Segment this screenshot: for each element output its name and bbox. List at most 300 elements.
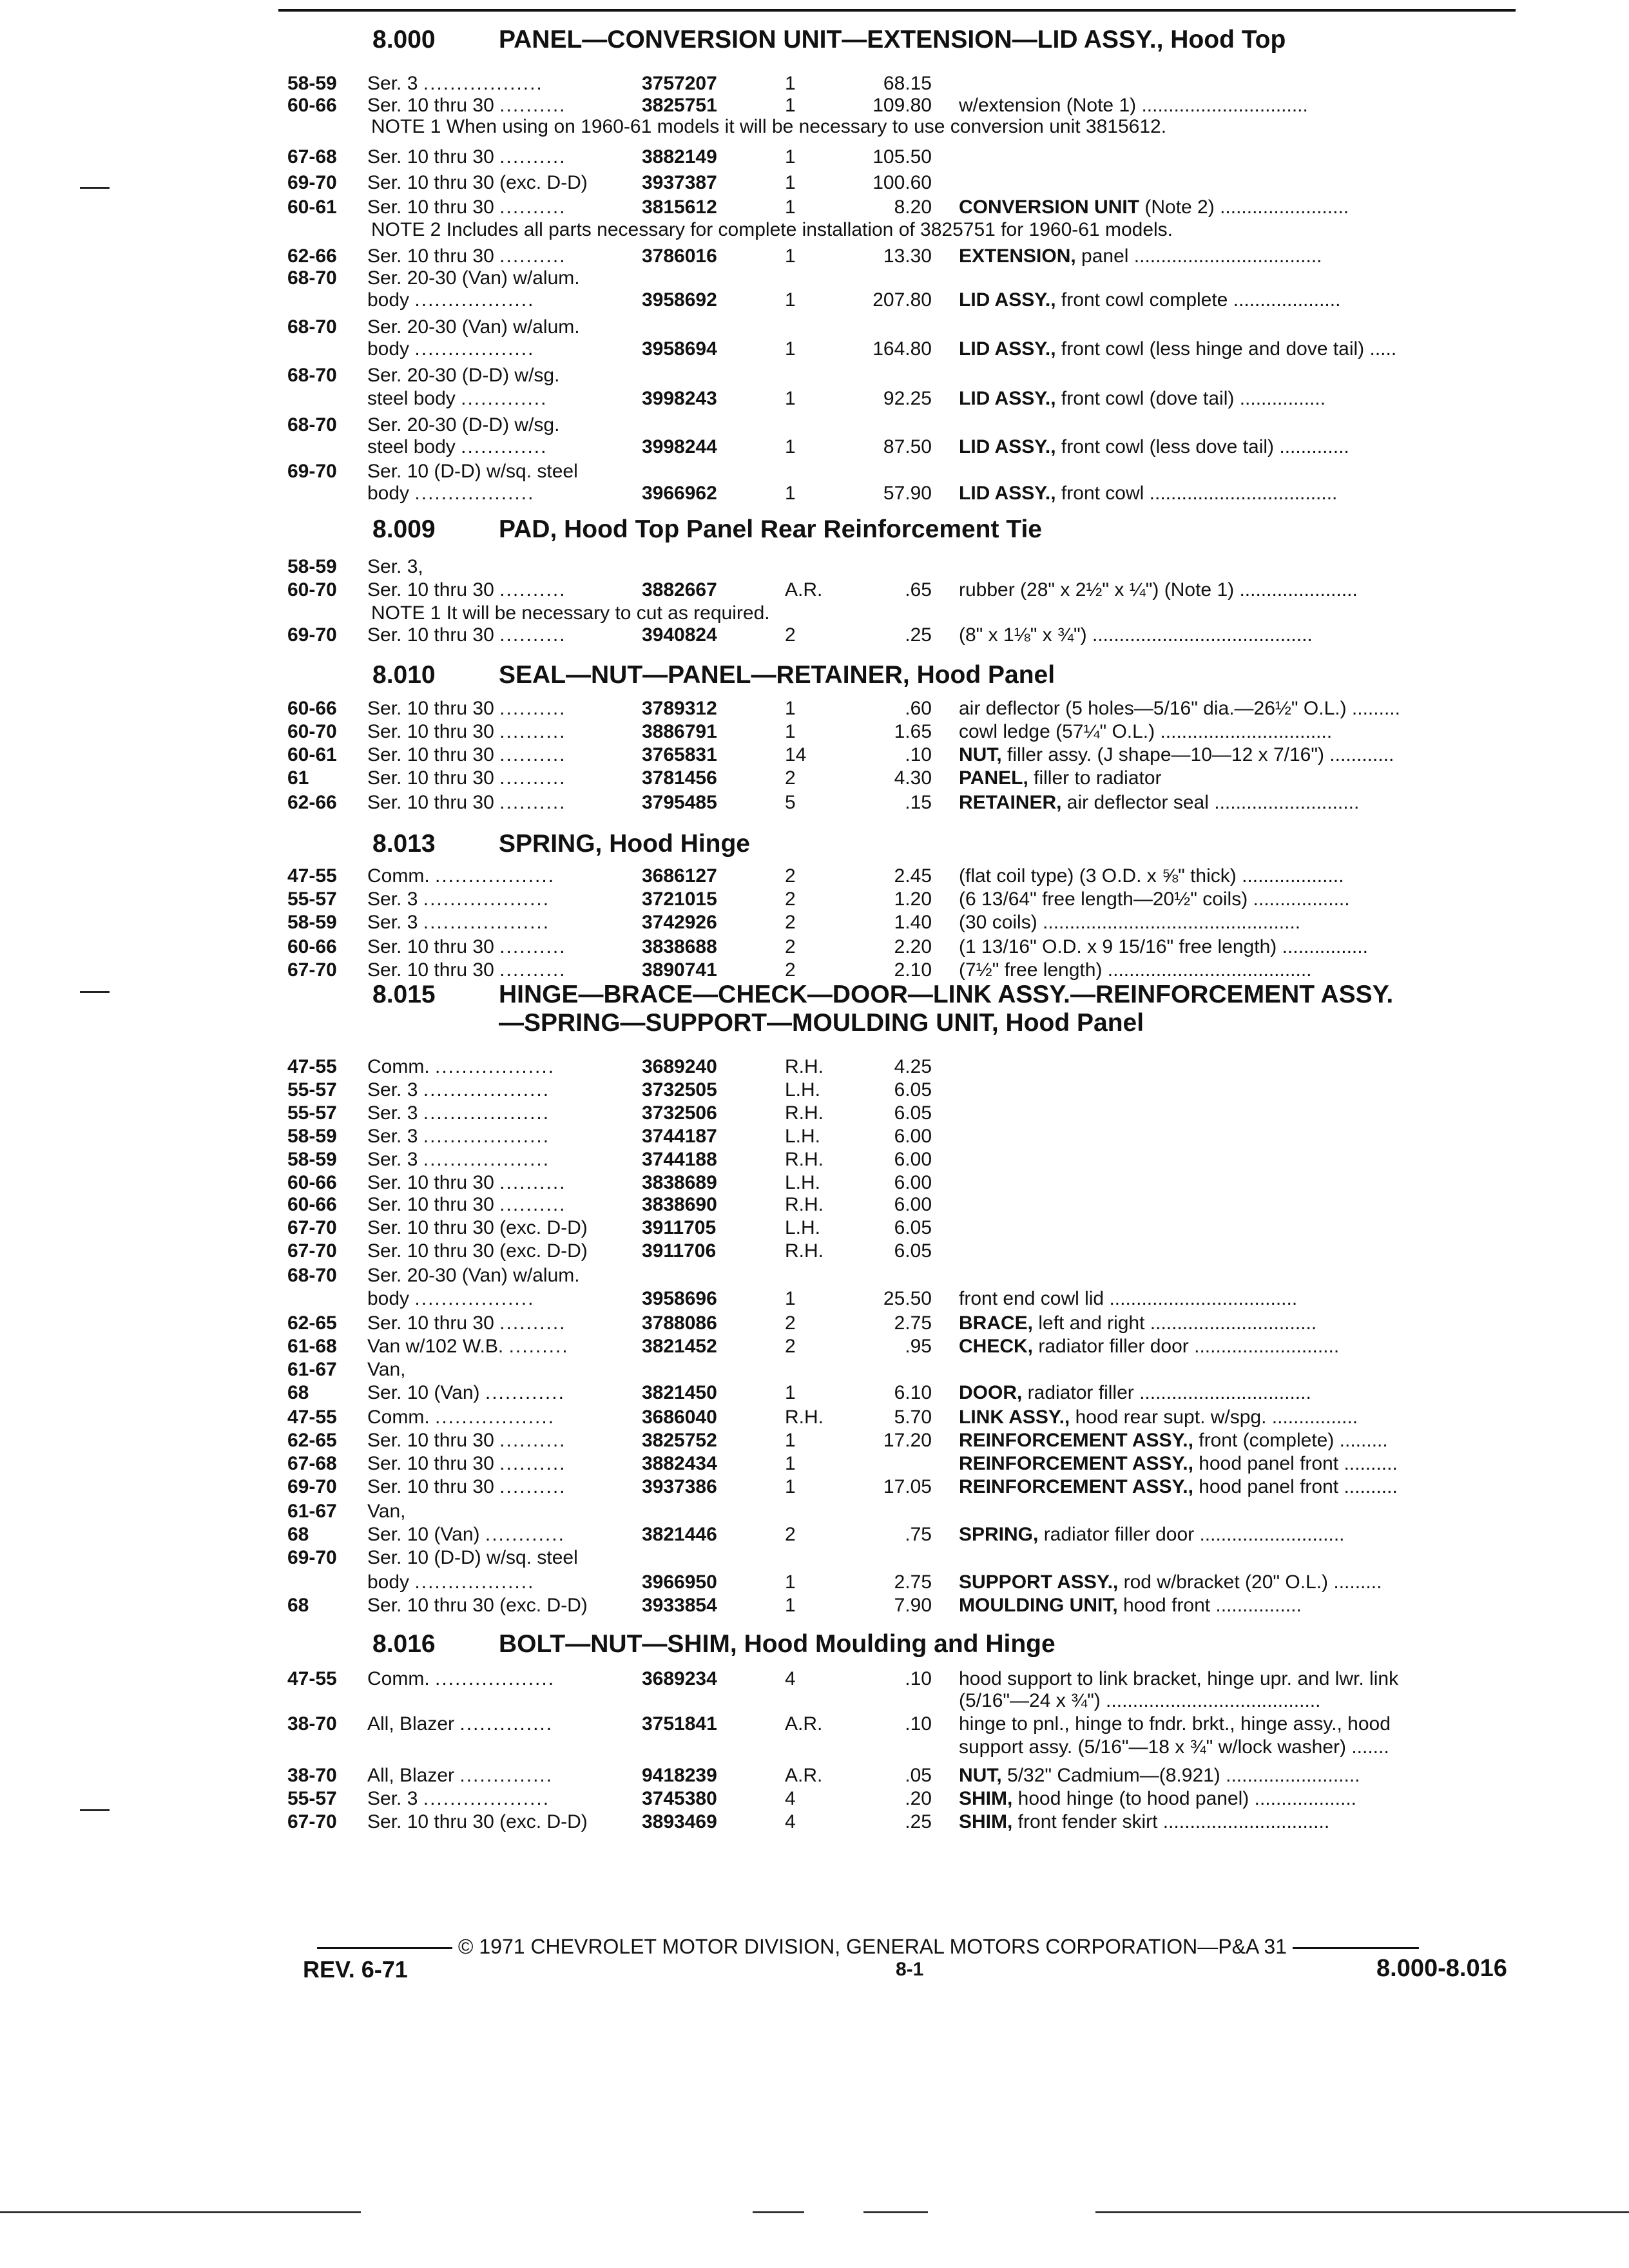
description [959, 959, 1312, 982]
model-text: Ser. 10 thru 30 [367, 744, 494, 765]
quantity: 1 [785, 1382, 796, 1403]
quantity: 1 [785, 1571, 796, 1593]
model-years: 58-59 [287, 73, 337, 94]
description-text: hood panel front .......... [1193, 1453, 1398, 1474]
quantity: 1 [785, 146, 796, 168]
section-title: HINGE—BRACE—CHECK—DOOR—LINK ASSY.—REINFORCEMENT ASSY. [499, 981, 1394, 1008]
model-cell [367, 267, 585, 290]
model-text: Ser. 10 thru 30 [367, 959, 494, 981]
description-text: rubber (28" x 2½" x ¼") (Note 1) ...................... [959, 579, 1358, 601]
model-cell [367, 911, 550, 934]
leader-dots: .................. [414, 338, 535, 360]
price: 2.45 [894, 865, 932, 887]
model-cell [367, 1312, 566, 1335]
model-cell [367, 697, 566, 720]
part-row [0, 959, 1629, 982]
model-cell [367, 1193, 566, 1216]
part-row [0, 1571, 1629, 1594]
leader-dots: .............. [459, 1765, 554, 1786]
quantity: 1 [785, 721, 796, 742]
description-keyword: DOOR, [959, 1382, 1023, 1403]
description-text: hood hinge (to hood panel) ................... [1012, 1788, 1357, 1809]
part-row [0, 1500, 1629, 1523]
leader-dots: .......... [499, 936, 566, 957]
model-text: All, Blazer [367, 1765, 455, 1786]
part-row [0, 1171, 1629, 1195]
price: .95 [905, 1336, 932, 1357]
model-cell [367, 245, 566, 268]
description-text: front end cowl lid ................................... [959, 1288, 1298, 1309]
model-text: Ser. 10 (Van) [367, 1382, 480, 1403]
model-cell [367, 338, 534, 361]
section-title: PAD, Hood Top Panel Rear Reinforcement Tie [499, 515, 1042, 543]
model-years: 47-55 [287, 1407, 337, 1428]
part-number: 3821452 [642, 1336, 717, 1357]
quantity: L.H. [785, 1126, 821, 1147]
part-row [0, 1148, 1629, 1171]
model-cell [367, 1358, 411, 1381]
model-text: Ser. 10 thru 30 [367, 579, 494, 601]
model-cell [367, 1287, 534, 1311]
quantity: 1 [785, 73, 796, 94]
leader-dots: .......... [499, 1312, 566, 1334]
model-text: Ser. 10 thru 30 (exc. D-D) [367, 1595, 588, 1616]
part-number: 3721015 [642, 889, 717, 910]
description [959, 1736, 1389, 1759]
price: 1.65 [894, 721, 932, 742]
model-text: Ser. 3 [367, 1079, 418, 1100]
description-text: radiator filler door ........................... [1033, 1336, 1340, 1357]
part-row [0, 146, 1629, 169]
model-cell [367, 1148, 550, 1171]
quantity: 1 [785, 95, 796, 116]
section-title-continued: —SPRING—SUPPORT—MOULDING UNIT, Hood Panel [499, 1009, 1144, 1037]
model-cell [367, 555, 429, 579]
leader-dots: .......... [499, 1476, 566, 1497]
model-cell [367, 1475, 566, 1499]
description-keyword: LINK ASSY., [959, 1407, 1070, 1428]
section-heading [372, 981, 1393, 1037]
model-cell [367, 289, 534, 312]
description [959, 697, 1400, 720]
model-cell [367, 1811, 593, 1834]
model-years: 67-70 [287, 1217, 337, 1238]
quantity: R.H. [785, 1056, 824, 1077]
model-cell [367, 959, 566, 982]
quantity: 2 [785, 767, 796, 789]
description-text: cowl ledge (57¼" O.L.) ................................ [959, 721, 1333, 742]
model-text: Ser. 10 thru 30 [367, 245, 494, 267]
description-keyword: REINFORCEMENT ASSY., [959, 1453, 1193, 1474]
part-number: 3958696 [642, 1288, 717, 1309]
leader-dots: .................. [435, 1407, 555, 1428]
price: 6.00 [894, 1149, 932, 1170]
description-keyword: EXTENSION, [959, 245, 1076, 267]
section-title: BOLT—NUT—SHIM, Hood Moulding and Hinge [499, 1630, 1055, 1658]
part-row [0, 1764, 1629, 1787]
model-cell [367, 316, 585, 339]
price: 6.05 [894, 1102, 932, 1124]
leader-dots: ................... [423, 1126, 550, 1147]
part-row [0, 482, 1629, 505]
description-text: (1 13/16" O.D. x 9 15/16" free length) ................ [959, 936, 1368, 957]
quantity: 14 [785, 744, 807, 765]
part-number: 3686040 [642, 1407, 717, 1428]
description-text: hood front ................ [1117, 1595, 1302, 1616]
description-text: front cowl complete .................... [1055, 289, 1341, 311]
model-text: Ser. 3 [367, 1788, 418, 1809]
model-years: 60-66 [287, 936, 337, 957]
part-row [0, 555, 1629, 579]
description-keyword: REINFORCEMENT ASSY., [959, 1430, 1193, 1451]
part-number: 3732505 [642, 1079, 717, 1100]
model-years: 47-55 [287, 1056, 337, 1077]
section-title: SEAL—NUT—PANEL—RETAINER, Hood Panel [499, 661, 1055, 689]
part-row [0, 1264, 1629, 1287]
model-text: body [367, 289, 410, 311]
model-cell [367, 1523, 565, 1546]
model-text: Ser. 3 [367, 1102, 418, 1124]
price: 109.80 [872, 95, 932, 116]
model-text: Ser. 10 thru 30 [367, 721, 494, 742]
part-row [0, 1475, 1629, 1499]
part-row [0, 267, 1629, 290]
description-text: w/extension (Note 1) ............................... [959, 95, 1308, 116]
price: .10 [905, 744, 932, 765]
description [959, 1475, 1398, 1499]
part-row [0, 720, 1629, 744]
price: 2.75 [894, 1312, 932, 1334]
part-row [0, 1736, 1629, 1759]
price: 6.00 [894, 1194, 932, 1215]
price: 4.25 [894, 1056, 932, 1077]
description-text: hood rear supt. w/spg. ................ [1070, 1407, 1358, 1428]
price: 100.60 [872, 172, 932, 193]
part-row [0, 1811, 1629, 1834]
model-cell [367, 460, 583, 483]
scan-artifact-line [753, 2211, 804, 2213]
model-text: Ser. 3 [367, 1126, 418, 1147]
model-years: 68-70 [287, 365, 337, 386]
part-row [0, 1406, 1629, 1429]
part-row [0, 767, 1629, 790]
model-years: 67-70 [287, 959, 337, 981]
description-text: filler to radiator [1028, 767, 1162, 789]
model-years: 38-70 [287, 1765, 337, 1786]
model-cell [367, 1764, 553, 1787]
quantity: 1 [785, 245, 796, 267]
price: 2.75 [894, 1571, 932, 1593]
model-years: 55-57 [287, 1079, 337, 1100]
description-text: left and right ............................... [1033, 1312, 1317, 1334]
model-text: Ser. 10 thru 30 [367, 936, 494, 957]
price: .05 [905, 1765, 932, 1786]
quantity: R.H. [785, 1149, 824, 1170]
model-years: 60-70 [287, 721, 337, 742]
model-years: 60-61 [287, 197, 337, 218]
quantity: 1 [785, 1430, 796, 1451]
model-text: Ser. 3, [367, 556, 423, 577]
model-years: 67-70 [287, 1811, 337, 1832]
quantity: 5 [785, 792, 796, 813]
model-cell [367, 865, 555, 888]
part-row [0, 196, 1629, 219]
description-text: front fender skirt ............................... [1012, 1811, 1330, 1832]
model-text: body [367, 1571, 410, 1593]
quantity: R.H. [785, 1102, 824, 1124]
model-years: 69-70 [287, 624, 337, 646]
description-text: air deflector seal ........................... [1061, 792, 1360, 813]
model-years: 62-66 [287, 792, 337, 813]
description [959, 936, 1368, 959]
model-cell [367, 1240, 593, 1263]
leader-dots: .......... [499, 744, 566, 765]
part-number: 3781456 [642, 767, 717, 789]
price: 207.80 [872, 289, 932, 311]
leader-dots: .......... [499, 767, 566, 789]
quantity: 4 [785, 1668, 796, 1689]
model-years: 60-66 [287, 1172, 337, 1193]
description [959, 1523, 1345, 1546]
model-text: Ser. 10 thru 30 [367, 95, 494, 116]
model-years: 61-67 [287, 1501, 337, 1522]
model-text: Ser. 10 thru 30 [367, 624, 494, 646]
part-number: 3732506 [642, 1102, 717, 1124]
description-text: hinge to pnl., hinge to fndr. brkt., hinge assy., hood [959, 1713, 1391, 1735]
footer-copyright-line [317, 1934, 1541, 1959]
part-number: 3966950 [642, 1571, 717, 1593]
price: 6.00 [894, 1172, 932, 1193]
description-text: radiator filler ................................ [1022, 1382, 1311, 1403]
part-row [0, 697, 1629, 720]
model-cell [367, 1571, 534, 1594]
part-number: 3765831 [642, 744, 717, 765]
quantity: 1 [785, 1288, 796, 1309]
model-years: 58-59 [287, 1126, 337, 1147]
description-keyword: LID ASSY., [959, 289, 1056, 311]
model-years: 60-66 [287, 95, 337, 116]
part-number: 3937386 [642, 1476, 717, 1497]
description-keyword: LID ASSY., [959, 338, 1056, 360]
part-number: 3882149 [642, 146, 717, 168]
model-years: 68-70 [287, 414, 337, 436]
description [959, 911, 1300, 934]
description [959, 436, 1349, 459]
leader-dots: ............ [485, 1524, 565, 1545]
model-cell [367, 1335, 569, 1358]
price: .10 [905, 1668, 932, 1689]
part-row [0, 94, 1629, 117]
quantity: 1 [785, 483, 796, 504]
part-row [0, 1079, 1629, 1102]
model-cell [367, 171, 593, 195]
model-years: 58-59 [287, 556, 337, 577]
description-text: hood panel front .......... [1193, 1476, 1398, 1497]
description-text: filler assy. (J shape—10—12 x 7/16") ............ [1001, 744, 1394, 765]
page-number: 8-1 [896, 1959, 924, 1980]
section-number: 8.009 [372, 515, 436, 543]
model-cell [367, 1452, 566, 1475]
price: 6.10 [894, 1382, 932, 1403]
price: .75 [905, 1524, 932, 1545]
quantity: 1 [785, 388, 796, 409]
description [959, 94, 1308, 117]
leader-dots: .......... [499, 197, 566, 218]
part-number: 3933854 [642, 1595, 717, 1616]
section-title: PANEL—CONVERSION UNIT—EXTENSION—LID ASSY., Hood Top [499, 26, 1286, 53]
quantity: 2 [785, 865, 796, 887]
part-number: 3893469 [642, 1811, 717, 1832]
model-text: Comm. [367, 865, 430, 887]
part-number: 3686127 [642, 865, 717, 887]
description [959, 1429, 1388, 1452]
leader-dots: .......... [499, 721, 566, 742]
description-keyword: BRACE, [959, 1312, 1034, 1334]
model-cell [367, 1667, 555, 1691]
model-text: Ser. 10 thru 30 [367, 146, 494, 168]
part-number: 3911706 [642, 1240, 717, 1262]
model-text: Van, [367, 1359, 406, 1380]
description-keyword: MOULDING UNIT, [959, 1595, 1118, 1616]
model-text: steel body [367, 388, 456, 409]
model-years: 61 [287, 767, 309, 789]
part-row [0, 460, 1629, 483]
part-row [0, 316, 1629, 339]
quantity: 1 [785, 197, 796, 218]
model-years: 68 [287, 1382, 309, 1403]
model-years: 62-65 [287, 1430, 337, 1451]
section-number: 8.000 [372, 26, 436, 53]
leader-dots: .................. [423, 73, 543, 94]
model-years: 47-55 [287, 1668, 337, 1689]
quantity: R.H. [785, 1194, 824, 1215]
description-text: front cowl ................................... [1055, 483, 1338, 504]
model-cell [367, 1171, 566, 1195]
section-number: 8.013 [372, 830, 436, 858]
leader-dots: .......... [499, 146, 566, 168]
leader-dots: ................... [423, 912, 550, 933]
section-heading [372, 1630, 1055, 1658]
scan-artifact-line [1095, 2211, 1629, 2213]
model-cell [367, 387, 547, 410]
part-number: 3815612 [642, 197, 717, 218]
description [959, 865, 1344, 888]
model-text: Van w/102 W.B. [367, 1336, 504, 1357]
quantity: R.H. [785, 1407, 824, 1428]
part-row [0, 1216, 1629, 1240]
price: 57.90 [883, 483, 932, 504]
model-text: Ser. 3 [367, 889, 418, 910]
part-number: 3795485 [642, 792, 717, 813]
part-number: 3958694 [642, 338, 717, 360]
leader-dots: ............. [461, 436, 548, 457]
leader-dots: .......... [499, 959, 566, 981]
model-cell [367, 364, 565, 387]
model-cell [367, 744, 566, 767]
description-text: (30 coils) ................................................ [959, 912, 1301, 933]
description [959, 289, 1340, 312]
model-text: Ser. 10 thru 30 [367, 767, 494, 789]
description [959, 1381, 1311, 1405]
description [959, 767, 1162, 790]
revision-label: REV. 6-71 [303, 1956, 408, 1983]
price: 68.15 [883, 73, 932, 94]
description [959, 1764, 1360, 1787]
model-text: Ser. 10 thru 30 [367, 1453, 494, 1474]
model-cell [367, 1102, 550, 1125]
part-row [0, 1787, 1629, 1811]
model-cell [367, 936, 566, 959]
price: 6.05 [894, 1079, 932, 1100]
model-years: 38-70 [287, 1713, 337, 1735]
quantity: 2 [785, 1524, 796, 1545]
note-line: NOTE 2 Includes all parts necessary for complete installation of 3825751 for 1960-61 models. [371, 219, 1173, 240]
price: 1.20 [894, 889, 932, 910]
model-cell [367, 146, 566, 169]
part-row [0, 1381, 1629, 1405]
leader-dots: .......... [499, 1430, 566, 1451]
description-text: (5/16"—24 x ¾") ........................................ [959, 1690, 1321, 1711]
leader-dots: ......... [508, 1336, 569, 1357]
model-text: Ser. 10 thru 30 [367, 1172, 494, 1193]
model-text: Ser. 10 thru 30 (exc. D-D) [367, 172, 588, 193]
description-keyword: SHIM, [959, 1811, 1013, 1832]
model-cell [367, 1787, 550, 1811]
price: .25 [905, 624, 932, 646]
description-keyword: SUPPORT ASSY., [959, 1571, 1119, 1593]
price: .60 [905, 698, 932, 719]
model-text: Ser. 20-30 (D-D) w/sg. [367, 365, 560, 386]
description-keyword: LID ASSY., [959, 483, 1056, 504]
part-row [0, 1335, 1629, 1358]
copyright-text: © 1971 CHEVROLET MOTOR DIVISION, GENERAL MOTORS CORPORATION—P&A 31 [458, 1935, 1287, 1958]
model-cell [367, 1264, 585, 1287]
model-text: Ser. 10 (D-D) w/sq. steel [367, 1547, 578, 1568]
description-text: (6 13/64" free length—20½" coils) .................. [959, 889, 1350, 910]
leader-dots: .................. [435, 865, 555, 887]
model-text: body [367, 338, 410, 360]
model-cell [367, 1406, 555, 1429]
description-text: radiator filler door ........................... [1038, 1524, 1345, 1545]
description-text: front cowl (dove tail) ................ [1055, 388, 1326, 409]
part-row [0, 1358, 1629, 1381]
model-text: Ser. 10 thru 30 (exc. D-D) [367, 1811, 588, 1832]
model-text: Ser. 10 thru 30 [367, 792, 494, 813]
model-years: 67-70 [287, 1240, 337, 1262]
model-years: 55-57 [287, 1102, 337, 1124]
leader-dots: ................... [423, 1788, 550, 1809]
model-text: Ser. 10 thru 30 [367, 1312, 494, 1334]
part-number: 3838690 [642, 1194, 717, 1215]
price: 92.25 [883, 388, 932, 409]
model-cell [367, 1216, 593, 1240]
leader-dots: ................... [423, 889, 550, 910]
model-cell [367, 791, 566, 814]
model-cell [367, 1429, 566, 1452]
price: 25.50 [883, 1288, 932, 1309]
price: .10 [905, 1713, 932, 1735]
part-number: 9418239 [642, 1765, 717, 1786]
margin-mark [80, 991, 110, 993]
description-keyword: NUT, [959, 744, 1002, 765]
part-row [0, 1523, 1629, 1546]
quantity: A.R. [785, 1765, 823, 1786]
part-number: 3838688 [642, 936, 717, 957]
price: 1.40 [894, 912, 932, 933]
price: .25 [905, 1811, 932, 1832]
quantity: 1 [785, 338, 796, 360]
part-row [0, 1102, 1629, 1125]
